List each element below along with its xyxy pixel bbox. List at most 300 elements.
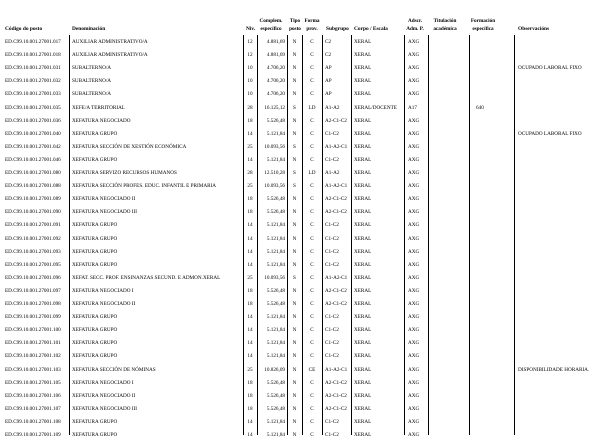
cell-corpo: XERAL (354, 156, 372, 163)
cell-forma: C (310, 274, 314, 281)
cell-denominacion: XEFATURA NEGOCIADO II (72, 196, 136, 203)
cell-nivel: 28 (247, 170, 253, 176)
cell-corpo: XERAL/DOCENTE (354, 104, 397, 111)
cell-adscripcion: AXG (408, 117, 420, 124)
cell-subgrupo: C2 (325, 39, 332, 45)
cell-denominacion: XEFATURA SECCIÓN DE XESTIÓN ECONÓMICA (72, 143, 187, 150)
cell-codigo: ED.C99.10.001.27001.040 (5, 130, 61, 137)
cell-forma: C (310, 235, 314, 242)
cell-subgrupo: C1-C2 (325, 235, 339, 242)
cell-complemento: 4.706,20 (266, 65, 285, 72)
cell-tipo: N (292, 248, 297, 255)
cell-codigo: ED.C99.10.001.27001.106 (5, 392, 61, 399)
cell-tipo: S (293, 143, 296, 150)
cell-corpo: XERAL (354, 418, 372, 425)
cell-codigo: ED.C99.10.001.27001.031 (5, 65, 61, 72)
cell-subgrupo: A2-C1-C2 (325, 209, 347, 216)
cell-codigo: ED.C99.10.001.27001.032 (5, 78, 61, 85)
cell-subgrupo: A2-C1-C2 (325, 405, 347, 412)
cell-codigo: ED.C99.10.001.27001.099 (5, 314, 61, 321)
cell-subgrupo: C1-C2 (325, 314, 339, 321)
cell-denominacion: XEFATURA GRUPO (72, 235, 118, 242)
cell-nivel: 12 (247, 52, 253, 59)
cell-nivel: 28 (247, 104, 253, 111)
cell-formacion: 640 (476, 104, 484, 111)
cell-subgrupo: C1-C2 (325, 248, 339, 255)
table-row (0, 428, 615, 444)
cell-forma: C (310, 130, 314, 137)
cell-corpo: XERAL (354, 379, 372, 386)
cell-tipo: N (292, 366, 297, 373)
cell-tipo: N (292, 314, 297, 321)
cell-tipo: N (292, 209, 297, 216)
cell-subgrupo: A1-A2 (325, 170, 340, 176)
cell-codigo: ED.C99.10.001.27001.101 (5, 340, 61, 347)
cell-tipo: N (292, 327, 297, 334)
cell-corpo: XERAL (354, 261, 372, 268)
cell-complemento: 10.826,09 (264, 366, 285, 373)
cell-adscripcion: AXG (408, 392, 420, 399)
cell-codigo: ED.C99.10.001.27001.089 (5, 196, 61, 203)
cell-complemento: 5.526,48 (266, 196, 285, 203)
cell-adscripcion: AXG (408, 235, 420, 242)
header-subgrupo: Subgrupo (326, 26, 349, 32)
cell-complemento: 5.121,84 (266, 353, 285, 360)
cell-tipo: N (292, 222, 297, 229)
cell-nivel: 18 (247, 117, 253, 124)
cell-subgrupo: A1-A2-C1 (325, 143, 348, 150)
cell-adscripcion: AXG (408, 287, 420, 294)
cell-subgrupo: C1-C2 (325, 261, 339, 268)
cell-nivel: 14 (247, 261, 253, 268)
cell-corpo: XERAL (354, 78, 372, 85)
cell-subgrupo: C2 (325, 52, 332, 59)
cell-forma: C (310, 156, 314, 163)
cell-codigo: ED.C99.10.001.27001.092 (5, 235, 61, 242)
cell-subgrupo: C1-C2 (325, 327, 339, 334)
cell-tipo: N (292, 261, 297, 268)
cell-codigo: ED.C99.10.001.27001.100 (5, 327, 61, 334)
cell-corpo: XERAL (354, 130, 372, 137)
cell-codigo: ED.C99.10.001.27001.102 (5, 353, 61, 360)
cell-nivel: 18 (247, 301, 253, 307)
cell-nivel: 14 (247, 130, 253, 137)
cell-forma: C (310, 248, 314, 255)
cell-adscripcion: AXG (408, 353, 420, 360)
header-forma-2: prov. (306, 26, 318, 32)
cell-adscripcion: AXG (408, 183, 420, 190)
cell-denominacion: XEFATURA NEGOCIADO I (72, 287, 134, 294)
cell-forma: C (310, 301, 314, 307)
cell-corpo: XERAL (354, 392, 372, 399)
cell-adscripcion: AXG (408, 39, 420, 45)
cell-corpo: XERAL (354, 274, 372, 281)
cell-codigo: ED.C99.10.001.27001.035 (5, 104, 61, 111)
cell-corpo: XERAL (354, 91, 372, 98)
cell-tipo: S (293, 104, 296, 111)
cell-subgrupo: AP (325, 78, 332, 85)
cell-subgrupo: AP (325, 91, 332, 98)
cell-adscripcion: AXG (408, 301, 420, 307)
cell-tipo: N (292, 65, 297, 72)
cell-nivel: 25 (247, 143, 253, 150)
cell-codigo: ED.C99.10.001.27001.109 (5, 432, 61, 438)
cell-corpo: XERAL (354, 432, 372, 438)
cell-complemento: 5.121,84 (266, 327, 285, 334)
cell-denominacion: AUXILIAR ADMINISTRATIVO/A (72, 52, 148, 59)
header-codigo: Código do posto (5, 26, 43, 32)
cell-codigo: ED.C99.10.001.27001.017 (5, 39, 61, 45)
header-formacion-2: específica (472, 26, 494, 32)
cell-complemento: 4.881,69 (266, 39, 285, 45)
cell-corpo: XERAL (354, 353, 372, 360)
cell-nivel: 14 (247, 432, 253, 438)
cell-denominacion: XEFATURA GRUPO (72, 418, 118, 425)
cell-adscripcion: AXG (408, 366, 420, 373)
cell-codigo: ED.C99.10.001.27001.018 (5, 52, 61, 59)
cell-adscripcion: AXG (408, 143, 420, 150)
cell-forma: C (310, 340, 314, 347)
cell-adscripcion: AXG (408, 274, 420, 281)
cell-complemento: 5.121,84 (266, 340, 285, 347)
cell-adscripcion: AXG (408, 418, 420, 425)
cell-tipo: N (292, 78, 297, 85)
cell-denominacion: XEFATURA GRUPO (72, 432, 118, 438)
cell-codigo: ED.C99.10.001.27001.033 (5, 91, 61, 98)
cell-denominacion: XEFATURA GRUPO (72, 327, 118, 334)
cell-complemento: 5.526,48 (266, 117, 285, 124)
header-complemento-2: específico (260, 26, 282, 32)
cell-subgrupo: A2-C1-C2 (325, 392, 347, 399)
cell-subgrupo: C1-C2 (325, 418, 339, 425)
cell-forma: C (310, 405, 314, 412)
cell-denominacion: XEFATURA SECCIÓN PROFES. EDUC. INFANTIL E PRIMARIA (72, 183, 217, 190)
cell-complemento: 5.121,84 (266, 261, 285, 268)
cell-denominacion: XEFATURA NEGOCIADO III (72, 209, 138, 216)
cell-nivel: 18 (247, 196, 253, 203)
cell-codigo: ED.C99.10.001.27001.036 (5, 117, 61, 124)
cell-complemento: 5.121,84 (266, 156, 285, 163)
cell-denominacion: XEFATURA NEGOCIADO II (72, 392, 136, 399)
cell-codigo: ED.C99.10.001.27001.096 (5, 274, 61, 281)
cell-complemento: 10.093,56 (264, 143, 285, 150)
cell-corpo: XERAL (354, 235, 372, 242)
cell-subgrupo: A2-C1-C2 (325, 117, 347, 124)
cell-nivel: 14 (247, 314, 253, 321)
cell-tipo: N (292, 405, 297, 412)
cell-nivel: 18 (247, 287, 253, 294)
cell-forma: C (310, 196, 314, 203)
cell-corpo: XERAL (354, 405, 372, 412)
header-nivel: Niv. (246, 26, 256, 32)
cell-forma: C (310, 65, 314, 72)
cell-denominacion: XEFATURA NEGOCIADO II (72, 301, 136, 307)
cell-codigo: ED.C99.10.001.27001.090 (5, 209, 61, 216)
cell-adscripcion: AXG (408, 52, 420, 59)
cell-adscripcion: AXG (408, 156, 420, 163)
cell-complemento: 4.706,20 (266, 78, 285, 85)
header-adscr-1: Adscr. (407, 18, 423, 24)
header-complemento-1: Complem. (259, 18, 283, 24)
cell-tipo: S (293, 183, 296, 190)
cell-forma: C (310, 143, 314, 150)
cell-denominacion: XEFATURA SERVIZO RECURSOS HUMANOS (72, 170, 177, 176)
cell-tipo: N (292, 196, 297, 203)
cell-nivel: 12 (247, 39, 253, 45)
cell-denominacion: XEFATURA NEGOCIADO I (72, 379, 134, 386)
cell-nivel: 10 (247, 65, 253, 72)
cell-adscripcion: AXG (408, 340, 420, 347)
table-header (0, 14, 615, 34)
cell-subgrupo: C1-C2 (325, 340, 339, 347)
cell-forma: CE (308, 366, 316, 373)
cell-corpo: XERAL (354, 327, 372, 334)
cell-corpo: XERAL (354, 196, 372, 203)
cell-forma: C (310, 418, 314, 425)
cell-complemento: 5.121,84 (266, 432, 285, 438)
cell-adscripcion: AXG (408, 91, 420, 98)
cell-complemento: 5.121,84 (266, 248, 285, 255)
cell-complemento: 10.093,56 (264, 274, 285, 281)
cell-complemento: 10.093,56 (264, 183, 285, 190)
cell-complemento: 5.526,48 (266, 287, 285, 294)
cell-denominacion: AUXILIAR ADMINISTRATIVO/A (72, 39, 148, 45)
cell-complemento: 5.526,48 (266, 209, 285, 216)
cell-subgrupo: C1-C2 (325, 222, 339, 229)
cell-codigo: ED.C99.10.001.27001.103 (5, 366, 61, 373)
cell-subgrupo: AP (325, 65, 332, 72)
cell-subgrupo: A1-A2-C1 (325, 183, 348, 190)
cell-tipo: N (292, 156, 297, 163)
cell-nivel: 14 (247, 156, 253, 163)
cell-denominacion: XEFATURA GRUPO (72, 261, 118, 268)
cell-corpo: XERAL (354, 301, 372, 307)
cell-tipo: N (292, 39, 297, 45)
cell-corpo: XERAL (354, 170, 372, 176)
header-denominacion: Denominación (72, 26, 106, 32)
cell-complemento: 5.526,48 (266, 301, 285, 307)
cell-complemento: 16.125,12 (264, 104, 285, 111)
header-titulacion-2: académica (433, 26, 457, 32)
cell-tipo: S (293, 170, 296, 176)
cell-denominacion: XEFATURA NEGOCIADO III (72, 405, 138, 412)
cell-corpo: XERAL (354, 52, 372, 59)
cell-denominacion: XEFATURA GRUPO (72, 222, 118, 229)
cell-nivel: 18 (247, 405, 253, 412)
cell-nivel: 25 (247, 274, 253, 281)
cell-adscripcion: AXG (408, 78, 420, 85)
cell-complemento: 5.526,48 (266, 379, 285, 386)
cell-complemento: 12.510,28 (264, 170, 285, 176)
cell-forma: C (310, 287, 314, 294)
cell-denominacion: XEFATURA NEGOCIADO (72, 117, 131, 124)
cell-subgrupo: A2-C1-C2 (325, 196, 347, 203)
header-tipo-2: posto (289, 26, 301, 32)
cell-adscripcion: AXG (408, 170, 420, 176)
header-forma-1: Forma (304, 18, 320, 24)
cell-nivel: 10 (247, 91, 253, 98)
cell-complemento: 5.121,84 (266, 314, 285, 321)
cell-forma: C (310, 222, 314, 229)
cell-denominacion: XEFE/A TERRITORIAL (72, 104, 125, 111)
cell-forma: C (310, 39, 314, 45)
cell-adscripcion: AXG (408, 248, 420, 255)
cell-observacions: DISPONIBILIDADE HORARIA. (518, 366, 590, 373)
cell-nivel: 18 (247, 379, 253, 386)
cell-codigo: ED.C99.10.001.27001.107 (5, 405, 61, 412)
cell-forma: C (310, 261, 314, 268)
cell-corpo: XERAL (354, 314, 372, 321)
cell-forma: C (310, 353, 314, 360)
cell-adscripcion: AXG (408, 222, 420, 229)
cell-codigo: ED.C99.10.001.27001.093 (5, 248, 61, 255)
cell-adscripcion: AXG (408, 196, 420, 203)
cell-denominacion: SUBALTERNO/A (72, 65, 112, 72)
cell-adscripcion: AXG (408, 314, 420, 321)
cell-nivel: 25 (247, 183, 253, 190)
cell-forma: C (310, 52, 314, 59)
cell-tipo: N (292, 340, 297, 347)
cell-codigo: ED.C99.10.001.27001.097 (5, 287, 61, 294)
header-tipo-1: Tipo (289, 18, 301, 24)
cell-codigo: ED.C99.10.001.27001.105 (5, 379, 61, 386)
cell-forma: C (310, 209, 314, 216)
cell-forma: C (310, 117, 314, 124)
cell-observacions: OCUPADO LABORAL FIXO (518, 130, 582, 137)
cell-subgrupo: A1-A2-C1 (325, 274, 348, 281)
cell-forma: LD (308, 170, 316, 176)
cell-tipo: N (292, 235, 297, 242)
cell-complemento: 4.706,20 (266, 91, 285, 98)
cell-corpo: XERAL (354, 222, 372, 229)
cell-corpo: XERAL (354, 340, 372, 347)
cell-complemento: 5.526,48 (266, 392, 285, 399)
cell-subgrupo: C1-C2 (325, 353, 339, 360)
cell-codigo: ED.C99.10.001.27001.095 (5, 261, 61, 268)
header-titulacion-1: Titulación (433, 18, 457, 24)
cell-nivel: 25 (247, 366, 253, 373)
cell-observacions: OCUPADO LABORAL FIXO (518, 65, 582, 72)
cell-corpo: XERAL (354, 117, 372, 124)
cell-corpo: XERAL (354, 287, 372, 294)
cell-nivel: 18 (247, 209, 253, 216)
cell-nivel: 14 (247, 248, 253, 255)
cell-corpo: XERAL (354, 39, 372, 45)
cell-adscripcion: AXG (408, 327, 420, 334)
cell-nivel: 18 (247, 392, 253, 399)
cell-nivel: 14 (247, 327, 253, 334)
cell-complemento: 5.121,84 (266, 235, 285, 242)
cell-complemento: 5.121,84 (266, 418, 285, 425)
header-adscr-2: Adm. P. (406, 26, 424, 32)
cell-complemento: 5.121,84 (266, 222, 285, 229)
cell-forma: C (310, 392, 314, 399)
cell-tipo: N (292, 379, 297, 386)
cell-tipo: N (292, 353, 297, 360)
cell-corpo: XERAL (354, 183, 372, 190)
cell-tipo: N (292, 432, 297, 438)
cell-denominacion: SUBALTERNO/A (72, 78, 112, 85)
cell-subgrupo: A2-C1-C2 (325, 301, 347, 307)
cell-tipo: N (292, 117, 297, 124)
cell-complemento: 4.881,69 (266, 52, 285, 59)
header-observacions: Observacións (518, 26, 550, 32)
cell-corpo: XERAL (354, 209, 372, 216)
cell-forma: C (310, 327, 314, 334)
cell-denominacion: XEFATURA GRUPO (72, 130, 118, 137)
cell-tipo: N (292, 91, 297, 98)
cell-nivel: 14 (247, 340, 253, 347)
cell-tipo: S (293, 274, 296, 281)
cell-adscripcion: AXG (408, 65, 420, 72)
cell-subgrupo: C1-C2 (325, 156, 339, 163)
cell-denominacion: SUBALTERNO/A (72, 91, 112, 98)
cell-complemento: 5.121,84 (266, 130, 285, 137)
cell-denominacion: XEFATURA GRUPO (72, 353, 118, 360)
cell-corpo: XERAL (354, 248, 372, 255)
cell-adscripcion: A17 (408, 104, 417, 111)
cell-forma: C (310, 78, 314, 85)
cell-forma: C (310, 91, 314, 98)
cell-codigo: ED.C99.10.001.27001.042 (5, 143, 61, 150)
cell-codigo: ED.C99.10.001.27001.088 (5, 183, 61, 190)
cell-codigo: ED.C99.10.001.27001.080 (5, 170, 61, 176)
cell-adscripcion: AXG (408, 432, 420, 438)
cell-nivel: 14 (247, 235, 253, 242)
cell-nivel: 14 (247, 353, 253, 360)
header-corpo: Corpo / Escala (354, 26, 388, 32)
cell-complemento: 5.526,48 (266, 405, 285, 412)
cell-forma: C (310, 314, 314, 321)
cell-nivel: 14 (247, 418, 253, 425)
cell-tipo: N (292, 418, 297, 425)
cell-adscripcion: AXG (408, 405, 420, 412)
cell-codigo: ED.C99.10.001.27001.046 (5, 156, 61, 163)
cell-subgrupo: C1-C2 (325, 130, 339, 137)
cell-subgrupo: A1-A2 (325, 104, 340, 111)
cell-subgrupo: A1-A2-C1 (325, 366, 348, 373)
cell-denominacion: XEFATURA GRUPO (72, 156, 118, 163)
cell-corpo: XERAL (354, 143, 372, 150)
cell-corpo: XERAL (354, 65, 372, 72)
cell-nivel: 10 (247, 78, 253, 85)
cell-subgrupo: A2-C1-C2 (325, 379, 347, 386)
cell-nivel: 14 (247, 222, 253, 229)
cell-tipo: N (292, 287, 297, 294)
cell-tipo: N (292, 392, 297, 399)
cell-adscripcion: AXG (408, 379, 420, 386)
cell-corpo: XERAL (354, 366, 372, 373)
cell-tipo: N (292, 301, 297, 307)
cell-adscripcion: AXG (408, 261, 420, 268)
cell-tipo: N (292, 130, 297, 137)
cell-codigo: ED.C99.10.001.27001.108 (5, 418, 61, 425)
cell-tipo: N (292, 52, 297, 59)
cell-adscripcion: AXG (408, 130, 420, 137)
cell-forma: C (310, 183, 314, 190)
cell-denominacion: XEFAT. SECC. PROF. ENSINANZAS SECUND. E ADMON.XERAL (72, 274, 221, 281)
cell-forma: C (310, 432, 314, 438)
cell-codigo: ED.C99.10.001.27001.098 (5, 301, 61, 307)
cell-denominacion: XEFATURA GRUPO (72, 314, 118, 321)
cell-denominacion: XEFATURA SECCIÓN DE NÓMINAS (72, 366, 156, 373)
cell-subgrupo: C1-C2 (325, 432, 339, 438)
cell-subgrupo: A2-C1-C2 (325, 287, 347, 294)
header-formacion-1: Formación (470, 18, 496, 24)
cell-forma: C (310, 379, 314, 386)
cell-forma: LD (308, 104, 316, 111)
cell-denominacion: XEFATURA GRUPO (72, 248, 118, 255)
